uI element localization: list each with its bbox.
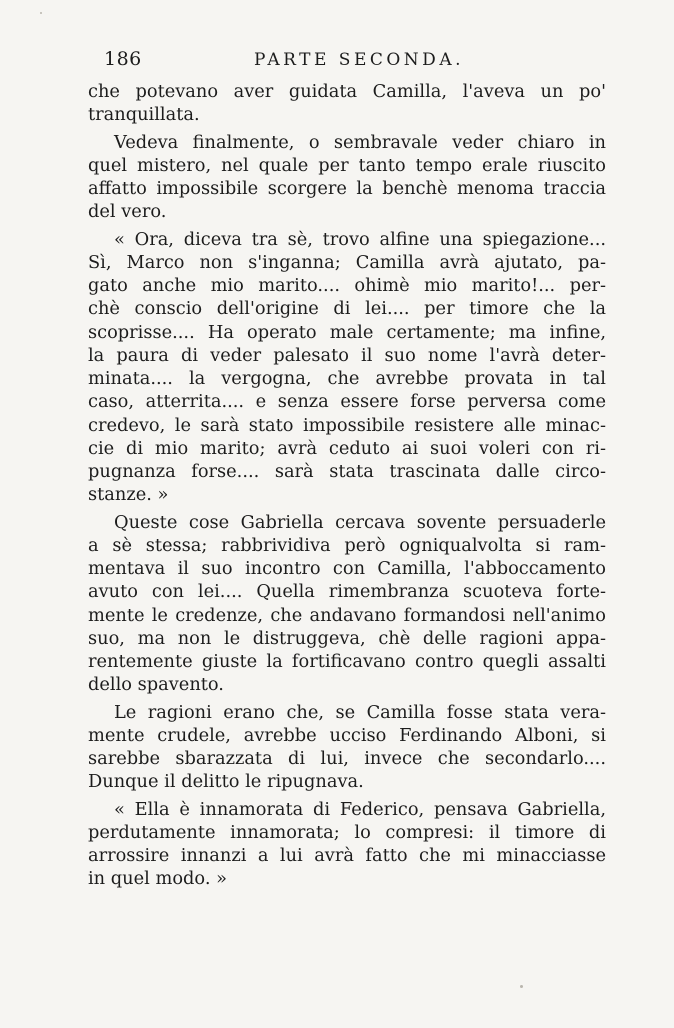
running-title: PARTE SECONDA. xyxy=(254,50,464,70)
text-line: a sè stessa; rabbrividiva però ogniqualvolta si ram- xyxy=(88,534,606,556)
text-line: Le ragioni erano che, se Camilla fosse stata vera- xyxy=(114,701,606,723)
text-line: caso, atterrita.... e senza essere forse perversa come xyxy=(88,391,606,413)
text-line: quel mistero, nel quale per tanto tempo erale riuscito xyxy=(88,154,606,176)
text-line: suo, ma non le distruggeva, chè delle ragioni appa- xyxy=(88,627,606,649)
paper-speck xyxy=(40,12,42,14)
text-line: gato anche mio marito.... ohimè mio marito!... per- xyxy=(88,275,606,296)
body-text xyxy=(88,80,606,891)
text-line: chè conscio dell'origine di lei.... per timore che la xyxy=(88,298,606,320)
text-line: « Ella è innamorata di Federico, pensava Gabriella, xyxy=(114,798,606,820)
paper-speck xyxy=(520,985,523,988)
text-line: la paura di veder palesato il suo nome l'avrà deter- xyxy=(88,344,606,366)
text-line: Sì, Marco non s'inganna; Camilla avrà ajutato, pa- xyxy=(88,251,606,273)
text-line: tranquillata. xyxy=(88,104,200,126)
text-line: in quel modo. » xyxy=(88,868,228,890)
text-line: mentava il suo incontro con Camilla, l'abboccamento xyxy=(88,558,606,579)
text-line: credevo, le sarà stato impossibile resistere alle minac- xyxy=(88,414,606,436)
text-line: perdutamente innamorata; lo compresi: il timore di xyxy=(88,821,606,843)
text-line: rentemente giuste la fortificavano contro quegli assalti xyxy=(88,651,606,672)
text-line: avuto con lei.... Quella rimembranza scuoteva forte- xyxy=(88,581,606,603)
text-line: stanze. » xyxy=(88,484,169,506)
text-line: arrossire innanzi a lui avrà fatto che mi minacciasse xyxy=(88,845,606,866)
text-line: scoprisse.... Ha operato male certamente; ma infine, xyxy=(88,321,606,343)
text-line: pugnanza forse.... sarà stata trascinata dalle circo- xyxy=(88,461,606,482)
text-line: affatto impossibile scorgere la benchè menoma traccia xyxy=(88,178,606,199)
text-line: Queste cose Gabriella cercava sovente persuaderle xyxy=(114,511,606,533)
text-line: che potevano aver guidata Camilla, l'aveva un po' xyxy=(88,81,606,102)
text-line: mente le credenze, che andavano formandosi nell'animo xyxy=(88,604,606,626)
text-line: sarebbe sbarazzata di lui, invece che secondarlo.... xyxy=(88,748,606,769)
text-line: mente crudele, avrebbe ucciso Ferdinando Alboni, si xyxy=(88,724,606,746)
text-line: Dunque il delitto le ripugnava. xyxy=(88,771,364,793)
page-header xyxy=(104,48,604,78)
text-line: dello spavento. xyxy=(88,674,224,696)
text-line: Vedeva finalmente, o sembravale veder chiaro in xyxy=(114,131,606,153)
text-line: cie di mio marito; avrà ceduto ai suoi voleri con ri- xyxy=(88,437,606,459)
text-line: « Ora, diceva tra sè, trovo alfine una spiegazione... xyxy=(114,228,606,250)
text-line: del vero. xyxy=(88,201,167,223)
text-line: minata.... la vergogna, che avrebbe provata in tal xyxy=(88,368,606,389)
page-number: 186 xyxy=(104,48,142,70)
